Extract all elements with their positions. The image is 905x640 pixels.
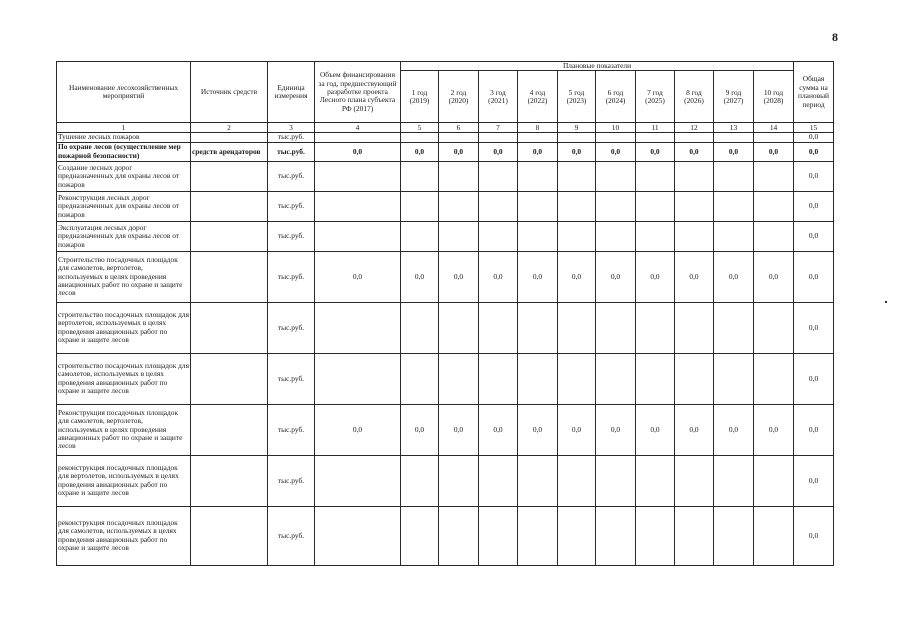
row-year-value (518, 353, 558, 404)
column-number: 4 (315, 123, 401, 133)
row-year-value (558, 161, 596, 191)
year-value: (2025) (645, 95, 665, 105)
row-year-value (636, 161, 675, 191)
year-label: 3 год (490, 87, 506, 97)
row-total: 0,0 (794, 302, 834, 353)
row-total: 0,0 (794, 221, 834, 251)
table-row (57, 302, 834, 353)
header-year-6 (596, 71, 636, 123)
row-year-value (596, 455, 636, 506)
row-volume (315, 133, 401, 142)
row-year-value (558, 506, 596, 565)
row-year-value (675, 161, 714, 191)
row-year-value (754, 191, 794, 221)
column-number: 1 (57, 123, 191, 133)
row-name: строительство посадочных площадок для самолетов, используемых в целях проведения авиационных работ по охране и защите лесов (57, 353, 191, 404)
row-year-value (636, 455, 675, 506)
row-year-value (636, 133, 675, 142)
row-year-value (636, 506, 675, 565)
year-value: (2020) (448, 95, 469, 105)
row-year-value: 0,0 (518, 251, 558, 302)
row-year-value (596, 302, 636, 353)
row-year-value: 0,0 (479, 251, 518, 302)
row-unit: тыс.руб. (268, 455, 315, 506)
row-name: реконструкция посадочных площадок для самолетов, используемых в целях проведения авиационных работ по охране и защите лесов (57, 506, 191, 565)
year-label: 5 год (568, 87, 585, 97)
row-year-value (636, 302, 675, 353)
row-name: По охране лесов (осуществление мер пожарной безопасности) (57, 142, 191, 161)
row-total: 0,0 (794, 161, 834, 191)
row-year-value (479, 506, 518, 565)
row-year-value (518, 302, 558, 353)
year-label: 6 год (607, 87, 624, 97)
year-value: (2027) (723, 95, 744, 105)
row-year-value (439, 302, 479, 353)
row-year-value (636, 221, 675, 251)
row-unit: тыс.руб. (268, 404, 315, 455)
row-year-value: 0,0 (401, 251, 439, 302)
year-value: (2019) (409, 95, 430, 105)
column-number: 11 (636, 123, 675, 133)
row-volume (315, 506, 401, 565)
row-year-value: 0,0 (479, 142, 518, 161)
row-name: Реконструкция лесных дорог предназначенных для охраны лесов от пожаров (57, 191, 191, 221)
header-planned: Плановые показатели (401, 62, 794, 71)
row-year-value (479, 302, 518, 353)
row-total: 0,0 (794, 133, 834, 142)
row-year-value (636, 353, 675, 404)
row-year-value (714, 455, 754, 506)
row-year-value (518, 161, 558, 191)
row-year-value (754, 455, 794, 506)
row-source (191, 506, 268, 565)
column-number: 6 (439, 123, 479, 133)
row-volume (315, 302, 401, 353)
row-year-value (675, 506, 714, 565)
row-year-value (675, 302, 714, 353)
column-number: 5 (401, 123, 439, 133)
row-year-value (675, 191, 714, 221)
row-source (191, 161, 268, 191)
column-number-row (57, 123, 834, 133)
column-number: 7 (479, 123, 518, 133)
row-year-value (714, 353, 754, 404)
row-source (191, 302, 268, 353)
row-total: 0,0 (794, 455, 834, 506)
row-year-value (675, 455, 714, 506)
row-year-value (596, 221, 636, 251)
row-year-value: 0,0 (558, 251, 596, 302)
row-volume: 0,0 (315, 404, 401, 455)
row-year-value (558, 191, 596, 221)
row-year-value (754, 161, 794, 191)
row-year-value (401, 191, 439, 221)
row-year-value (675, 221, 714, 251)
page-number: 8 (832, 30, 838, 44)
row-year-value (596, 161, 636, 191)
year-value: (2022) (527, 95, 548, 105)
row-year-value: 0,0 (675, 251, 714, 302)
table-row (57, 191, 834, 221)
row-unit: тыс.руб. (268, 161, 315, 191)
row-total: 0,0 (794, 353, 834, 404)
row-year-value (714, 506, 754, 565)
table-row (57, 455, 834, 506)
row-year-value: 0,0 (558, 142, 596, 161)
row-source (191, 353, 268, 404)
row-name: реконструкция посадочных площадок для вертолетов, используемых в целях проведения авиационных работ по охране и защите лесов (57, 455, 191, 506)
row-volume (315, 191, 401, 221)
row-year-value: 0,0 (518, 404, 558, 455)
row-year-value (401, 161, 439, 191)
row-year-value (518, 455, 558, 506)
row-year-value: 0,0 (714, 142, 754, 161)
row-volume (315, 161, 401, 191)
row-year-value (558, 455, 596, 506)
column-number: 15 (794, 123, 834, 133)
scan-speck (885, 301, 887, 303)
header-total: Общая сумма на плановый период (794, 62, 834, 123)
row-name: Тушение лесных пожаров (57, 133, 191, 142)
table-row (57, 221, 834, 251)
row-unit: тыс.руб. (268, 506, 315, 565)
row-name: строительство посадочных площадок для вертолетов, используемых в целях проведения авиационных работ по охране и защите лесов (57, 302, 191, 353)
row-year-value (636, 191, 675, 221)
row-year-value (439, 353, 479, 404)
row-year-value (714, 191, 754, 221)
year-label: 1 год (411, 87, 428, 97)
row-total: 0,0 (794, 142, 834, 161)
row-source (191, 221, 268, 251)
row-unit: тыс.руб. (268, 191, 315, 221)
row-source (191, 455, 268, 506)
row-year-value: 0,0 (714, 251, 754, 302)
year-label: 10 год (763, 87, 784, 97)
column-number: 12 (675, 123, 714, 133)
year-value: (2028) (763, 95, 784, 105)
column-number: 14 (754, 123, 794, 133)
row-year-value (714, 302, 754, 353)
column-number: 13 (714, 123, 754, 133)
row-year-value (401, 133, 439, 142)
row-year-value (675, 133, 714, 142)
row-year-value (439, 191, 479, 221)
row-year-value (401, 221, 439, 251)
row-source (191, 404, 268, 455)
year-label: 2 год (450, 87, 467, 97)
row-total: 0,0 (794, 251, 834, 302)
row-year-value (439, 133, 479, 142)
row-year-value: 0,0 (401, 404, 439, 455)
row-year-value (714, 133, 754, 142)
row-year-value (754, 353, 794, 404)
header-unit: Единица измерения (268, 62, 315, 123)
row-year-value: 0,0 (636, 404, 675, 455)
row-year-value (714, 161, 754, 191)
row-year-value (558, 353, 596, 404)
row-volume: 0,0 (315, 142, 401, 161)
row-year-value (754, 221, 794, 251)
row-unit: тыс.руб. (268, 221, 315, 251)
year-label: 8 год (686, 87, 702, 97)
row-year-value (714, 221, 754, 251)
row-total: 0,0 (794, 191, 834, 221)
row-year-value: 0,0 (439, 251, 479, 302)
column-number: 9 (558, 123, 596, 133)
table-row (57, 404, 834, 455)
row-name: Строительство посадочных площадок для самолетов, вертолетов, используемых в целях проведения авиационных работ по охране и защите лесов (57, 251, 191, 302)
row-year-value (479, 161, 518, 191)
row-year-value (401, 302, 439, 353)
year-label: 7 год (647, 87, 663, 97)
row-unit: тыс.руб. (268, 142, 315, 161)
row-year-value: 0,0 (714, 404, 754, 455)
column-number: 10 (596, 123, 636, 133)
row-volume (315, 353, 401, 404)
table-row (57, 506, 834, 565)
row-year-value (401, 353, 439, 404)
row-volume: 0,0 (315, 251, 401, 302)
column-number: 3 (268, 123, 315, 133)
table-row (57, 251, 834, 302)
row-year-value (518, 221, 558, 251)
row-year-value (439, 161, 479, 191)
row-year-value (754, 302, 794, 353)
row-year-value (479, 191, 518, 221)
row-year-value: 0,0 (636, 142, 675, 161)
header-year-3 (479, 71, 518, 123)
row-year-value: 0,0 (439, 142, 479, 161)
row-year-value: 0,0 (479, 404, 518, 455)
row-year-value (439, 221, 479, 251)
row-year-value (479, 455, 518, 506)
row-year-value: 0,0 (596, 251, 636, 302)
row-year-value (439, 455, 479, 506)
header-year-1 (401, 71, 439, 123)
table-row (57, 142, 834, 161)
row-year-value (518, 506, 558, 565)
column-number: 2 (191, 123, 268, 133)
row-year-value (479, 133, 518, 142)
row-year-value: 0,0 (558, 404, 596, 455)
row-year-value (558, 302, 596, 353)
table-row (57, 161, 834, 191)
header-year-10 (754, 71, 794, 123)
row-total: 0,0 (794, 404, 834, 455)
row-unit: тыс.руб. (268, 133, 315, 142)
row-year-value: 0,0 (518, 142, 558, 161)
year-value: (2021) (488, 95, 508, 105)
row-year-value (479, 353, 518, 404)
row-volume (315, 455, 401, 506)
row-year-value: 0,0 (636, 251, 675, 302)
row-source (191, 133, 268, 142)
row-year-value: 0,0 (675, 142, 714, 161)
row-year-value: 0,0 (675, 404, 714, 455)
row-year-value (596, 191, 636, 221)
row-year-value (596, 133, 636, 142)
header-volume: Объем финансирования за год, предшествующий разработке проекта Лесного плана субъекта РФ (2017) (315, 62, 401, 123)
column-number: 8 (518, 123, 558, 133)
row-year-value (479, 221, 518, 251)
header-year-5 (558, 71, 596, 123)
header-year-9 (714, 71, 754, 123)
row-unit: тыс.руб. (268, 353, 315, 404)
header-year-2 (439, 71, 479, 123)
row-year-value: 0,0 (754, 404, 794, 455)
row-year-value (754, 506, 794, 565)
table-row (57, 133, 834, 142)
row-year-value (439, 506, 479, 565)
row-year-value: 0,0 (754, 142, 794, 161)
row-total: 0,0 (794, 506, 834, 565)
header-year-7 (636, 71, 675, 123)
row-year-value (558, 221, 596, 251)
table-row (57, 353, 834, 404)
year-value: (2026) (684, 95, 704, 105)
row-year-value (518, 133, 558, 142)
row-name: Эксплуатация лесных дорог предназначенных для охраны лесов от пожаров (57, 221, 191, 251)
row-year-value (518, 191, 558, 221)
year-value: (2024) (605, 95, 626, 105)
row-unit: тыс.руб. (268, 251, 315, 302)
header-year-8 (675, 71, 714, 123)
row-year-value (754, 133, 794, 142)
row-year-value (675, 353, 714, 404)
row-year-value (401, 506, 439, 565)
header-name: Наименование лесохозяйственных мероприятий (57, 62, 191, 123)
year-label: 9 год (725, 87, 742, 97)
row-year-value: 0,0 (439, 404, 479, 455)
row-source: средств арендаторов (191, 142, 268, 161)
row-name: Реконструкция посадочных площадок для самолетов, вертолетов, используемых в целях проведения авиационных работ по охране и защите лесов (57, 404, 191, 455)
row-name: Создание лесных дорог предназначенных для охраны лесов от пожаров (57, 161, 191, 191)
row-year-value (558, 133, 596, 142)
row-year-value: 0,0 (596, 142, 636, 161)
row-unit: тыс.руб. (268, 302, 315, 353)
row-source (191, 191, 268, 221)
header-source: Источник средств (191, 62, 268, 123)
row-year-value (401, 455, 439, 506)
row-year-value: 0,0 (596, 404, 636, 455)
row-year-value (596, 353, 636, 404)
year-label: 4 год (529, 87, 546, 97)
row-year-value: 0,0 (754, 251, 794, 302)
year-value: (2023) (566, 95, 587, 105)
row-year-value (596, 506, 636, 565)
planning-table (56, 61, 834, 566)
row-year-value: 0,0 (401, 142, 439, 161)
row-volume (315, 221, 401, 251)
row-source (191, 251, 268, 302)
header-year-4 (518, 71, 558, 123)
